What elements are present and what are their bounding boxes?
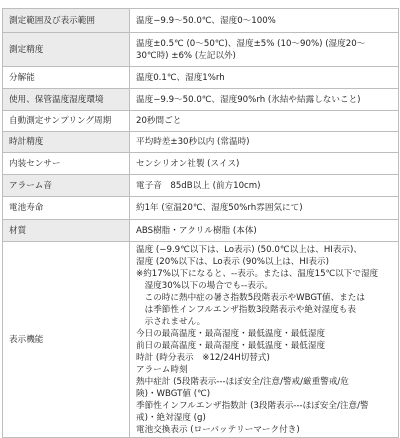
value-line: 20秒間ごと <box>136 116 182 126</box>
value-line: 温度 (−9.9℃以下は、Lo表示) (50.0℃以上は、HI表示)、 <box>136 244 362 255</box>
row-label: 電池寿命 <box>3 197 130 220</box>
value-line: 30℃時) ±6% (左記以外) <box>136 50 236 61</box>
value-line: 熱中症計 (5段階表示---ほぼ安全/注意/警戒/厳重警戒/危 <box>136 376 349 387</box>
value-line: 温度−9.9〜50.0℃、湿度90%rh (氷結や結露しないこと) <box>136 94 361 105</box>
row-label: 内装センサー <box>3 153 130 175</box>
row-label: アラーム音 <box>3 175 130 197</box>
value-line: 戒)・絶対湿度 (g) <box>136 412 206 423</box>
row-label: 使用、保管温度湿度環境 <box>3 89 130 111</box>
row-label: 自動測定サンプリング周期 <box>3 111 130 132</box>
table-row <box>3 9 399 33</box>
row-value <box>130 175 399 197</box>
value-line: は季節性インフルエンザ指数3段階表示や絶対湿度も表 <box>136 304 356 315</box>
value-line: 温度−9.9〜50.0℃、湿度0〜100% <box>136 15 276 26</box>
table-row <box>3 197 399 220</box>
row-value <box>130 111 399 132</box>
value-line: 電子音 85dB以上 (前方10cm) <box>136 180 261 191</box>
row-value <box>130 220 399 242</box>
value-line: 電池交換表示 (ローバッテリーマーク付き) <box>136 424 300 435</box>
row-value <box>130 242 399 438</box>
table-row <box>3 242 399 438</box>
row-label: 時計精度 <box>3 132 130 153</box>
row-value <box>130 67 399 89</box>
value-line: 温度±0.5℃ (0〜50℃)、湿度±5% (10〜90%) (湿度20〜 <box>136 38 366 49</box>
value-line: 前日の最高温度・最高湿度・最低温度・最低湿度 <box>136 340 326 351</box>
row-value <box>130 9 399 33</box>
table-row <box>3 89 399 111</box>
value-line: 平均時差±30秒以内 (常温時) <box>136 137 250 147</box>
row-value <box>130 89 399 111</box>
value-line: 温度0.1℃、湿度1%rh <box>136 72 225 83</box>
table-row <box>3 111 399 132</box>
table-row <box>3 175 399 197</box>
value-line: ABS樹脂・アクリル樹脂 (本体) <box>136 225 257 236</box>
value-line: この時に熱中症の暑さ指数5段階表示やWBGT値、または <box>136 292 365 303</box>
row-label: 測定精度 <box>3 33 130 67</box>
row-value <box>130 132 399 153</box>
table-row <box>3 67 399 89</box>
row-label: 測定範囲及び表示範囲 <box>3 9 130 33</box>
value-line: 時計 (時分表示 ※12/24H切替式) <box>136 352 270 363</box>
value-line: 険)・WBGT値 (℃) <box>136 388 211 399</box>
value-line: 約1年 (室温20℃、湿度50%rh雰囲気にて) <box>136 203 303 213</box>
table-row <box>3 132 399 153</box>
value-line: 季節性インフルエンザ指数計 (3段階表示---ほぼ安全/注意/警 <box>136 400 369 411</box>
table-row <box>3 220 399 242</box>
spec-table <box>2 8 399 438</box>
row-label: 分解能 <box>3 67 130 89</box>
row-label: 表示機能 <box>3 242 130 438</box>
value-line: アラーム時刻 <box>136 364 188 375</box>
value-line: センシリオン社製 (スイス) <box>136 158 240 169</box>
table-row <box>3 153 399 175</box>
row-value <box>130 153 399 175</box>
value-line: 示されません。 <box>136 316 206 327</box>
value-line: ※約17%以下になると、--表示。または、温度15℃以下で湿度 <box>136 268 379 279</box>
value-line: 湿度30%以下の場合でも--表示。 <box>136 280 274 291</box>
value-line: 湿度 (20%以下は、Lo表示 (90%以上は、HI表示) <box>136 256 329 267</box>
table-row <box>3 33 399 67</box>
row-value <box>130 197 399 220</box>
row-label: 材質 <box>3 220 130 242</box>
value-line: 今日の最高温度・最高湿度・最低温度・最低湿度 <box>136 328 326 339</box>
row-value <box>130 33 399 67</box>
